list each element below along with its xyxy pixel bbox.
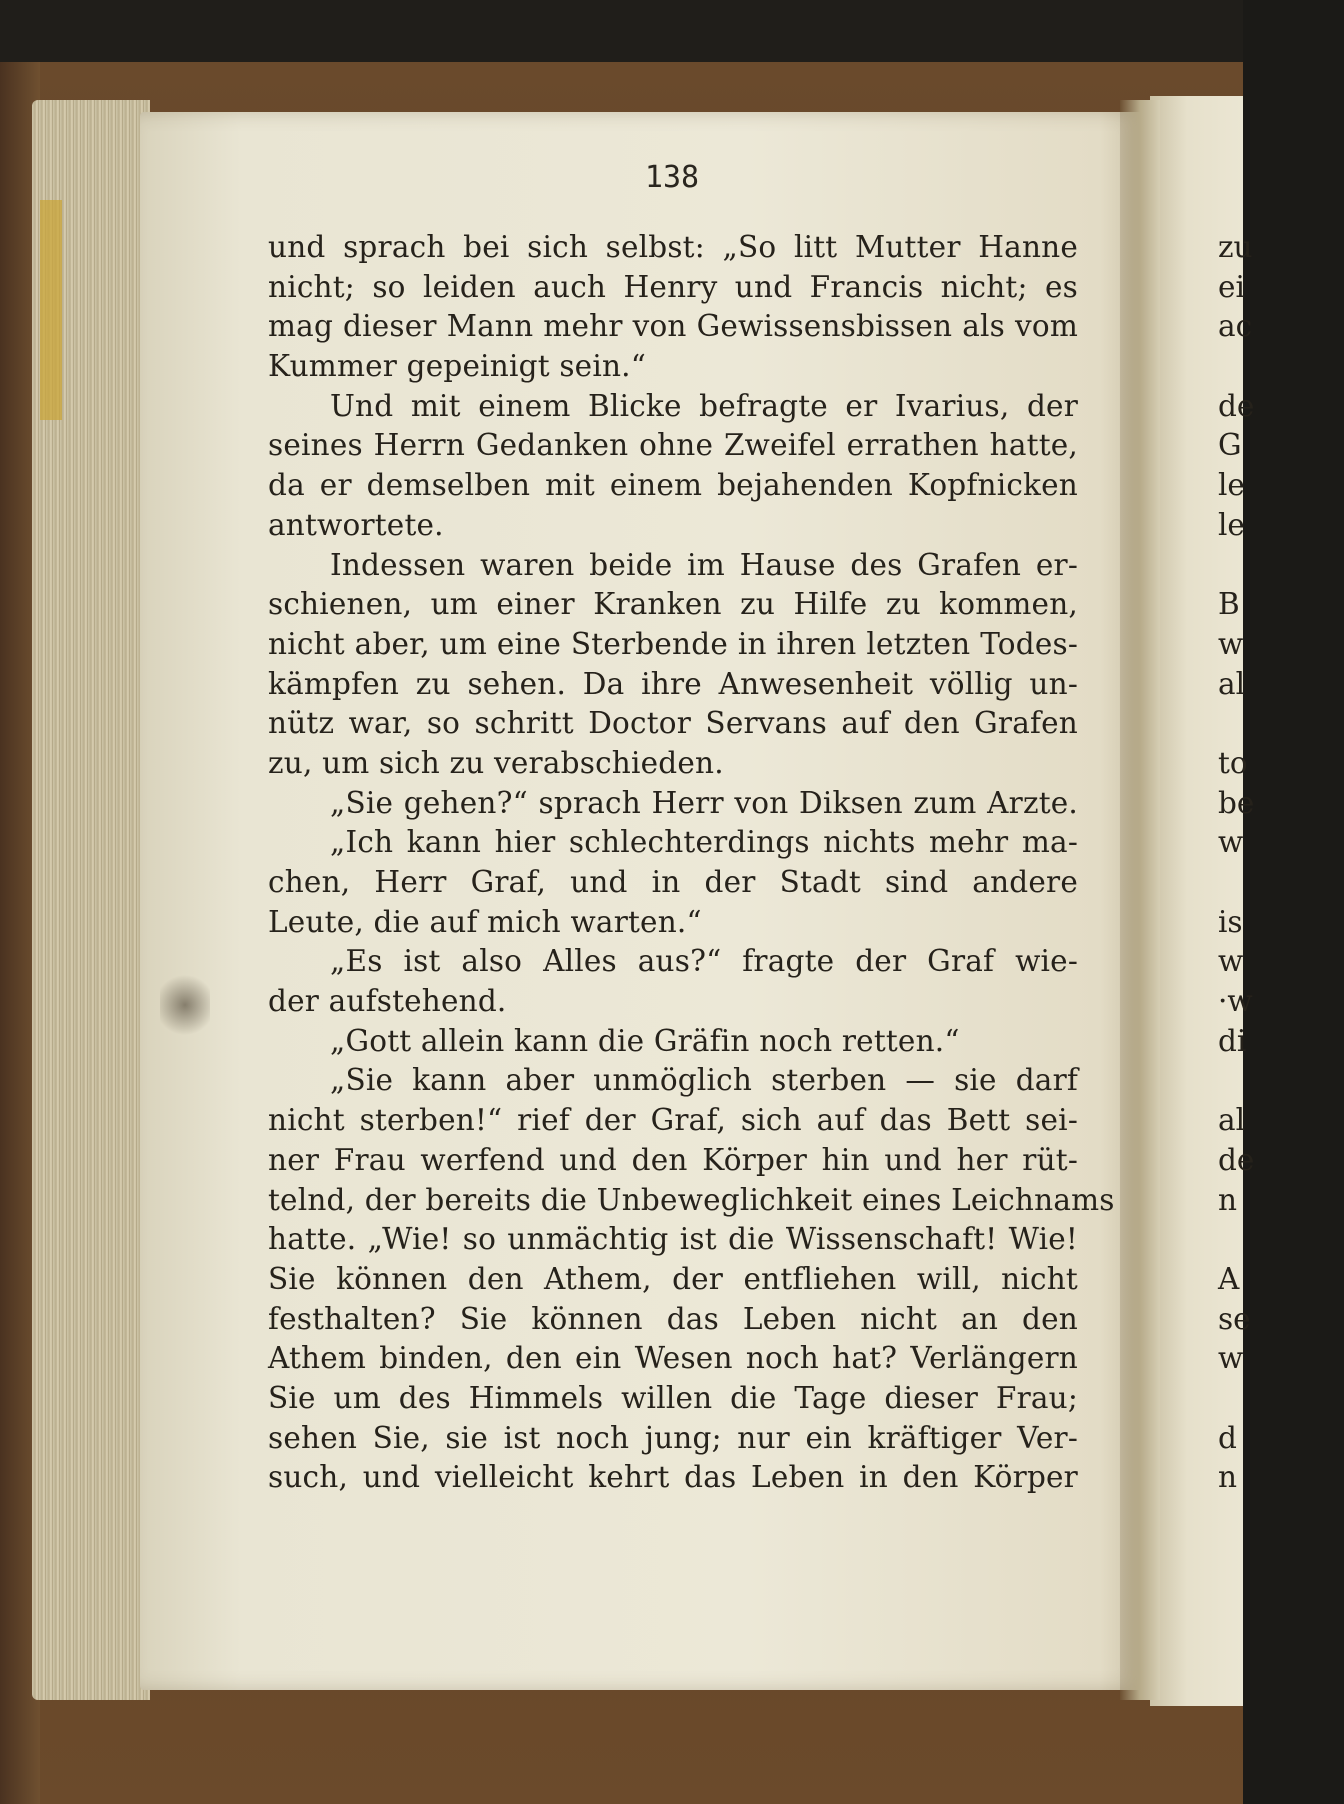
facing-page-fragment	[1218, 546, 1248, 586]
facing-page-fragment: d	[1218, 1420, 1237, 1455]
text-line: Indessen waren beide im Hause des Grafen er-	[330, 547, 1078, 582]
facing-page-fragment	[1218, 347, 1248, 387]
text-line: seines Herrn Gedanken ohne Zweifel errathen hatte,	[268, 428, 1078, 463]
facing-page-fragment: w	[1218, 825, 1244, 860]
text-line: und sprach bei sich selbst: „So litt Mutter Hanne	[268, 230, 1078, 264]
facing-page-fragment: ac	[1218, 309, 1253, 344]
facing-page-fragment	[1218, 1220, 1248, 1260]
text-line: „Gott allein kann die Gräfin noch retten.“	[330, 1023, 960, 1058]
text-line: Sie können den Athem, der entfliehen will, nicht	[268, 1261, 1078, 1296]
body-text	[268, 228, 1115, 1498]
facing-page-fragment: de	[1218, 1142, 1255, 1177]
facing-page-fragment: zu	[1218, 230, 1253, 264]
page-gutter	[1120, 100, 1160, 1700]
facing-page-fragment	[1218, 863, 1248, 903]
text-line: „Sie kann aber unmöglich sterben — sie darf	[330, 1063, 1078, 1098]
facing-page-fragment: n	[1218, 1182, 1237, 1217]
page-number: 138	[644, 160, 700, 195]
facing-page-fragment	[1218, 704, 1248, 744]
text-line: nicht; so leiden auch Henry und Francis nicht; es	[268, 269, 1078, 304]
text-line: nütz war, so schritt Doctor Servans auf den Grafen	[268, 706, 1078, 741]
facing-page-fragment: al	[1218, 1103, 1246, 1138]
ink-smudge	[160, 970, 210, 1040]
facing-page-fragment: is	[1218, 904, 1243, 939]
facing-page-fragment: to	[1218, 745, 1248, 780]
text-line: chen, Herr Graf, und in der Stadt sind andere	[268, 865, 1078, 899]
text-line: Und mit einem Blicke befragte er Ivarius, der	[330, 388, 1078, 423]
text-line: telnd, der bereits die Unbeweglichkeit eines Leichnams	[268, 1182, 1115, 1217]
facing-page-fragment: al	[1218, 666, 1246, 701]
facing-page-fragment: w	[1218, 944, 1244, 979]
facing-page-fragment: w	[1218, 626, 1244, 661]
text-line: Sie um des Himmels willen die Tage dieser Frau;	[268, 1380, 1078, 1415]
text-line: zu, um sich zu verabschieden.	[268, 745, 724, 780]
text-line: nicht aber, um eine Sterbende in ihren letzten Todes-	[268, 626, 1078, 661]
text-line: hatte. „Wie! so unmächtig ist die Wissenschaft! Wie!	[268, 1222, 1078, 1257]
facing-page-fragment: A	[1218, 1261, 1240, 1296]
facing-page-fragment: se	[1218, 1301, 1251, 1336]
bookmark-strip	[40, 200, 62, 420]
text-line: Leute, die auf mich warten.“	[268, 904, 702, 939]
facing-page-fragment: de	[1218, 388, 1255, 423]
facing-page-fragment: le	[1218, 507, 1245, 542]
text-line: „Ich kann hier schlechterdings nichts mehr ma-	[330, 825, 1078, 860]
text-line: nicht sterben!“ rief der Graf, sich auf das Bett sei-	[268, 1103, 1078, 1138]
facing-page-fragment: di	[1218, 1023, 1247, 1058]
text-line: da er demselben mit einem bejahenden Kopfnicken	[268, 468, 1078, 503]
facing-page-fragment: B	[1218, 587, 1240, 622]
text-line: ner Frau werfend und den Körper hin und her rüt-	[268, 1142, 1078, 1177]
text-line: „Sie gehen?“ sprach Herr von Diksen zum Arzte.	[330, 785, 1078, 820]
text-line: mag dieser Mann mehr von Gewissensbissen als vom	[268, 309, 1078, 344]
text-line: antwortete.	[268, 507, 444, 542]
text-line: kämpfen zu sehen. Da ihre Anwesenheit völlig un-	[268, 666, 1078, 701]
facing-page-fragment: G	[1218, 428, 1242, 463]
text-line: festhalten? Sie können das Leben nicht an den	[268, 1301, 1078, 1336]
facing-page-fragment: w	[1218, 1341, 1244, 1376]
text-line: der aufstehend.	[268, 984, 507, 1019]
facing-page-fragment: le	[1218, 468, 1245, 503]
text-line: Kummer gepeinigt sein.“	[268, 349, 647, 384]
text-line: Athem binden, den ein Wesen noch hat? Verlängern	[268, 1341, 1078, 1376]
facing-page-text-fragments	[1218, 228, 1255, 1498]
facing-page-fragment: ·w	[1218, 984, 1253, 1019]
text-line: „Es ist also Alles aus?“ fragte der Graf wie-	[330, 944, 1078, 979]
text-line: sehen Sie, sie ist noch jung; nur ein kräftiger Ver-	[268, 1420, 1078, 1455]
facing-page-fragment: ei	[1218, 269, 1245, 304]
text-line: such, und vielleicht kehrt das Leben in den Körper	[268, 1460, 1078, 1495]
text-line: schienen, um einer Kranken zu Hilfe zu kommen,	[268, 587, 1078, 622]
facing-page-fragment: n	[1218, 1460, 1237, 1495]
facing-page-fragment	[1218, 1379, 1248, 1419]
facing-page-fragment	[1218, 1061, 1248, 1101]
facing-page-fragment: be	[1218, 785, 1255, 820]
